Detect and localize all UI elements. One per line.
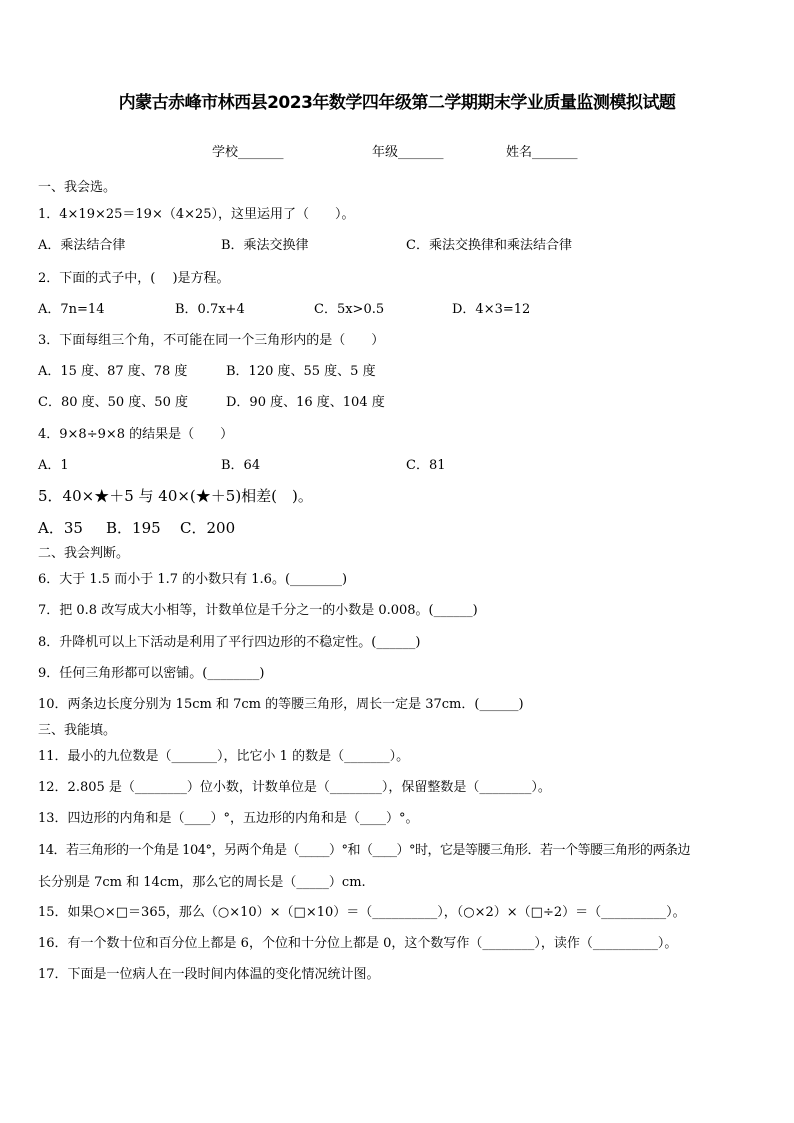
q1-option-a: A．乘法结合律 (38, 238, 126, 253)
school-field: 学校_______ (212, 145, 284, 160)
q5-option-b: B．195 (106, 519, 161, 537)
question-2: 2．下面的式子中，( )是方程。 (38, 271, 230, 286)
q5-option-a: A．35 (38, 519, 83, 537)
section-heading-choice: 一、我会选。 (38, 180, 117, 195)
question-12: 12．2.805 是（________）位小数，计数单位是（________），保留整数是（________）。 (38, 780, 551, 795)
question-14-line-1: 14．若三角形的一个角是 104°，另两个角是（_____）°和（____）°时，它是等腰三角形．若一个等腰三角形的两条边 (38, 843, 690, 858)
q1-option-b: B．乘法交换律 (221, 238, 309, 253)
question-4: 4．9×8÷9×8 的结果是（ ） (38, 427, 234, 442)
q5-option-c: C．200 (180, 519, 236, 537)
question-16: 16．有一个数十位和百分位上都是 6，个位和十分位上都是 0，这个数写作（________），读作（__________）。 (38, 936, 678, 951)
q3-option-c: C．80 度、50 度、50 度 (38, 395, 188, 410)
question-7: 7．把 0.8 改写成大小相等，计数单位是千分之一的小数是 0.008。(______) (38, 603, 478, 618)
q4-option-b: B．64 (221, 458, 261, 473)
name-field: 姓名_______ (506, 145, 578, 160)
q3-option-d: D．90 度、16 度、104 度 (226, 395, 385, 410)
q3-option-b: B．120 度、55 度、5 度 (226, 364, 376, 379)
section-heading-fill: 三、我能填。 (38, 723, 117, 738)
page-title: 内蒙古赤峰市林西县2023年数学四年级第二学期期末学业质量监测模拟试题 (118, 93, 676, 113)
question-9: 9．任何三角形都可以密铺。(________) (38, 666, 265, 681)
q1-option-c: C．乘法交换律和乘法结合律 (406, 238, 572, 253)
question-17: 17．下面是一位病人在一段时间内体温的变化情况统计图。 (38, 967, 380, 982)
grade-field: 年级_______ (372, 145, 444, 160)
q4-option-a: A．1 (38, 458, 69, 473)
question-13: 13．四边形的内角和是（____）°，五边形的内角和是（____）°。 (38, 811, 419, 826)
question-6: 6．大于 1.5 而小于 1.7 的小数只有 1.6。(________) (38, 572, 348, 587)
q2-option-c: C．5x>0.5 (314, 302, 385, 317)
question-8: 8．升降机可以上下活动是利用了平行四边形的不稳定性。(______) (38, 635, 421, 650)
q2-option-d: D．4×3=12 (452, 302, 531, 317)
question-15: 15．如果○×□＝365，那么（○×10）×（□×10）＝（__________），（○×2）×（□÷2）＝（__________）。 (38, 905, 686, 920)
question-14-line-2: 长分别是 7cm 和 14cm，那么它的周长是（_____）cm. (38, 875, 366, 890)
section-heading-judge: 二、我会判断。 (38, 546, 130, 561)
question-3: 3．下面每组三个角，不可能在同一个三角形内的是（ ） (38, 333, 385, 348)
q2-option-a: A．7n=14 (38, 302, 105, 317)
q4-option-c: C．81 (406, 458, 446, 473)
question-10: 10．两条边长度分别为 15cm 和 7cm 的等腰三角形，周长一定是 37cm．(______) (38, 697, 524, 712)
q2-option-b: B．0.7x+4 (175, 302, 245, 317)
question-11: 11．最小的九位数是（_______），比它小 1 的数是（_______）。 (38, 749, 410, 764)
q3-option-a: A．15 度、87 度、78 度 (38, 364, 188, 379)
question-5: 5．40×★＋5 与 40×(★＋5)相差( )。 (38, 487, 313, 505)
question-1: 1．4×19×25＝19×（4×25），这里运用了（ ）。 (38, 207, 355, 222)
